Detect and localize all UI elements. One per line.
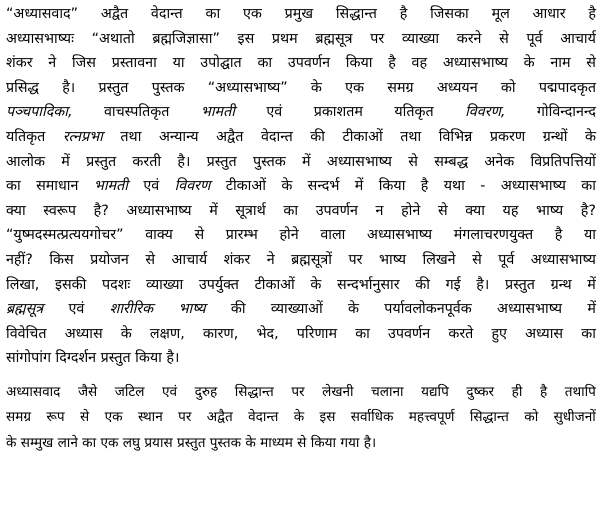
word: अनेक [484, 153, 515, 170]
word: है [388, 55, 396, 72]
text-line [6, 405, 596, 431]
word: करती [132, 153, 162, 170]
word: एक [242, 6, 262, 22]
word: जैसे [77, 383, 98, 400]
word: भेद, [256, 325, 279, 342]
word: दुष्कर [466, 383, 495, 400]
word: उपोद्घात [200, 55, 242, 72]
word: टीकाओं [225, 178, 266, 195]
word: - [480, 178, 486, 195]
word: उपवर्णन [388, 325, 431, 342]
word: अन्यान्य [158, 128, 199, 145]
word: ने [266, 251, 275, 268]
word: ही [511, 383, 523, 400]
word: रूप [46, 409, 65, 426]
word: एवं [68, 301, 85, 318]
word: अध्यासभाष्यः [6, 30, 74, 47]
word: क्या [465, 202, 485, 219]
word: ने [48, 55, 57, 72]
word: प्रस्तुत [98, 79, 129, 96]
word: समग्र [6, 409, 31, 426]
italic-word: विवरण, [465, 104, 506, 121]
word: के [348, 301, 359, 318]
word: से [194, 227, 205, 244]
word: प्रस्तुत [86, 153, 117, 170]
text-line [6, 273, 596, 298]
word: अध्यास [525, 325, 564, 342]
word: विप्रतिपत्तियों [530, 153, 596, 170]
word: प्रस्तुत [206, 153, 237, 170]
word: गोविन्दानन्द [536, 104, 596, 121]
word: वेदान्त [260, 128, 293, 145]
word: करते [448, 325, 474, 342]
word: अध्यासभाष्य [530, 251, 596, 268]
word: में [587, 301, 596, 318]
word: पर [370, 30, 385, 47]
word: पूर्व [526, 30, 543, 47]
word: तथापि [564, 383, 596, 400]
word: है [554, 227, 563, 244]
word: शंकर [223, 251, 251, 268]
word: के [310, 79, 322, 96]
word: टीकाओं [254, 276, 295, 293]
word: से [145, 251, 155, 268]
word: व्याख्या [145, 276, 184, 293]
word: आलोक [6, 153, 45, 170]
word: की [415, 276, 430, 293]
word: इस [319, 409, 336, 426]
word: सन्दर्भ [307, 178, 340, 195]
word: भाष्य [378, 251, 407, 268]
word: पुस्तक [252, 153, 286, 170]
word: वाला [320, 227, 346, 244]
word: प्रारम्भ [225, 227, 258, 244]
word: कारण, [202, 325, 239, 342]
word: प्रकरण [489, 128, 526, 145]
word: किया [378, 178, 406, 195]
italic-word: शारीरिक [109, 301, 154, 318]
word: किस [49, 251, 74, 268]
word: को [524, 409, 539, 426]
word: पुस्तक [151, 79, 185, 96]
word: “अध्यासवाद” [6, 6, 79, 22]
word: अध्यासभाष्य [497, 301, 563, 318]
word: भाष्य [536, 202, 564, 219]
italic-word: भामती [93, 178, 128, 195]
text-line [6, 100, 596, 125]
word: शंकर [6, 55, 33, 72]
word: मूल [491, 6, 510, 22]
word: के [120, 325, 132, 342]
word: वेदान्त [248, 409, 279, 426]
word: पद्मपादकृत [538, 79, 596, 96]
word: सिद्धान्त [335, 6, 377, 22]
paragraph [6, 2, 596, 371]
word: यह [502, 202, 519, 219]
text-line [6, 223, 596, 248]
word: एवं [162, 383, 178, 400]
word: वेदान्त [150, 6, 183, 22]
word: है [399, 6, 408, 22]
word: एवं [143, 178, 160, 195]
word: ग्रन्थों [542, 128, 568, 145]
word: का [355, 325, 370, 342]
word: “अध्यासभाष्य” [207, 79, 288, 96]
word: वह [411, 55, 428, 72]
word: के सम्मुख लाने का एक लघु प्रयास प्रस्तुत पुस्तक के माध्यम से किया गया है। [6, 434, 377, 451]
word: व्याख्याओं [270, 301, 323, 318]
word: प्रयोजन [90, 251, 129, 268]
word: वाक्य [145, 227, 173, 244]
word: का [205, 6, 221, 22]
word: ब्रह्मजिज्ञासा” [152, 30, 220, 47]
word: तथा [400, 128, 422, 145]
text-line [6, 297, 596, 322]
word: विभिन्न [438, 128, 473, 145]
word: प्रसिद्ध [6, 79, 39, 96]
word: सम्बद्ध [434, 153, 469, 170]
word: होने [279, 227, 299, 244]
word: के [293, 409, 305, 426]
word: में [587, 276, 596, 293]
word: में [61, 153, 70, 170]
word: लिखने [422, 251, 456, 268]
word: या [584, 227, 596, 244]
text-line [6, 346, 596, 371]
word: प्रकाशतम [313, 104, 363, 121]
text-line [6, 51, 596, 76]
word: यद्यपि [421, 383, 449, 400]
word: अध्यास [64, 325, 103, 342]
word: का [257, 55, 273, 72]
word: से [80, 409, 90, 426]
word: सिद्धान्त [469, 409, 509, 426]
word: यथा [443, 178, 465, 195]
text-line [6, 322, 596, 347]
italic-word: भाष्य [178, 301, 206, 318]
word: प्रस्तावना [111, 55, 157, 72]
word: परिणाम [296, 325, 338, 342]
word: आधार [532, 6, 566, 22]
word: है [420, 178, 429, 195]
word: समग्र [387, 79, 414, 96]
word: ग्रन्थ [550, 276, 572, 293]
italic-word: विवरण [174, 178, 211, 195]
word: अध्यासभाष्य [442, 55, 508, 72]
word: अध्यासभाष्य [367, 227, 433, 244]
word: होने [401, 202, 421, 219]
word: स्वरूप [43, 202, 77, 219]
word: लिखा, [6, 276, 40, 293]
word: को [500, 79, 516, 96]
word: ब्रह्मसूत्रों [291, 251, 332, 268]
word: लेखनी [322, 383, 354, 400]
word: चलाना [371, 383, 404, 400]
word: नहीं? [6, 251, 33, 268]
word: पदशः [102, 276, 131, 293]
word: से [499, 30, 509, 47]
word: ब्रह्मसूत्र [315, 30, 353, 47]
word: प्रस्तुत [504, 276, 535, 293]
word: का [581, 325, 596, 342]
word: से [408, 153, 418, 170]
word: सर्वाधिक [350, 409, 394, 426]
word: जिस [71, 55, 96, 72]
word: पूर्व [498, 251, 515, 268]
text-line [6, 76, 596, 101]
word: वाचस्पतिकृत [103, 104, 170, 121]
word: महत्त्वपूर्ण [408, 409, 455, 426]
word: यतिकृत [394, 104, 434, 121]
word: से [437, 202, 448, 219]
word: या [172, 55, 185, 72]
italic-word: भामती [200, 104, 235, 121]
word: का [6, 178, 21, 195]
word: एक [104, 409, 123, 426]
word: अद्वैत [216, 128, 244, 145]
word: अध्यासभाष्य [500, 178, 566, 195]
word: पर [348, 251, 363, 268]
word: की [310, 128, 325, 145]
word: इस [237, 30, 255, 47]
paragraph-spacer [6, 371, 596, 380]
word: की [230, 301, 246, 318]
word: सिद्धान्त [234, 383, 274, 400]
word: टीकाओं [342, 128, 383, 145]
word: “अथातो [91, 30, 135, 47]
word: सूत्रार्थ [235, 202, 266, 219]
word: विवेचित [6, 325, 47, 342]
text-line [6, 2, 596, 27]
word: करने [456, 30, 482, 47]
word: व्याख्या [401, 30, 440, 47]
word: गई [445, 276, 461, 293]
word: यतिकृत [6, 128, 46, 145]
word: है। [177, 153, 191, 170]
word: आचार्य [171, 251, 208, 268]
word: अद्वैत [100, 6, 129, 22]
word: प्रमुख [284, 6, 314, 22]
italic-word: पञ्चपादिका, [6, 104, 73, 121]
word: है [588, 6, 596, 22]
word: आचार्य [560, 30, 596, 47]
word: के [281, 178, 293, 195]
paragraph [6, 380, 596, 457]
word: किया [345, 55, 373, 72]
word: दुरुह [194, 383, 218, 400]
word: एवं [266, 104, 283, 121]
word: है [539, 383, 548, 400]
text-line [6, 125, 596, 150]
word: क्या [6, 202, 26, 219]
text-line [6, 380, 596, 406]
italic-word: रत्नप्रभा [62, 128, 103, 145]
word: है। [476, 276, 490, 293]
word: इसकी [54, 276, 87, 293]
word: तथा [120, 128, 142, 145]
word: के [310, 276, 322, 293]
word: एक [345, 79, 365, 96]
word: सुधीजनों [553, 409, 596, 426]
word: से [472, 251, 482, 268]
text-line [6, 27, 596, 52]
word: हुए [491, 325, 507, 342]
word: पर [178, 409, 192, 426]
word: का [283, 202, 299, 219]
word: नाम [550, 55, 571, 72]
word: से [586, 55, 596, 72]
word: का [581, 178, 596, 195]
text-line [6, 431, 596, 457]
italic-word: ब्रह्मसूत्र [6, 301, 44, 318]
word: अध्ययन [436, 79, 478, 96]
word: स्थान [137, 409, 163, 426]
word: है? [93, 202, 109, 219]
word: है? [580, 202, 596, 219]
word: न [375, 202, 384, 219]
word: प्रथम [271, 30, 298, 47]
word: पर्यावलोकनपूर्वक [384, 301, 472, 318]
word: जटिल [114, 383, 145, 400]
word: लक्षण, [149, 325, 185, 342]
word: अध्यासभाष्य [326, 153, 392, 170]
word: सन्दर्भानुसार [337, 276, 400, 293]
word: समाधान [36, 178, 79, 195]
word: में [209, 202, 218, 219]
word: है। [62, 79, 76, 96]
word: मंगलाचरणयुक्त [453, 227, 534, 244]
word: में [302, 153, 311, 170]
word: के [523, 55, 535, 72]
word: “युष्मदस्मत्प्रत्ययगोचर” [6, 227, 124, 244]
word: में [354, 178, 364, 195]
word: उपवर्णन [315, 202, 358, 219]
word: पर [291, 383, 305, 400]
word: अध्यासभाष्य [126, 202, 192, 219]
text-line [6, 199, 596, 224]
word: अद्वैत [206, 409, 233, 426]
text-line [6, 150, 596, 175]
word: उपवर्णन [287, 55, 331, 72]
text-line [6, 174, 596, 199]
word: सांगोपांग दिग्दर्शन प्रस्तुत किया है। [6, 350, 180, 367]
word: जिसका [430, 6, 469, 22]
word: उपर्युक्त [198, 276, 239, 293]
text-line [6, 248, 596, 273]
word: के [584, 128, 596, 145]
word: अध्यासवाद [6, 383, 61, 400]
